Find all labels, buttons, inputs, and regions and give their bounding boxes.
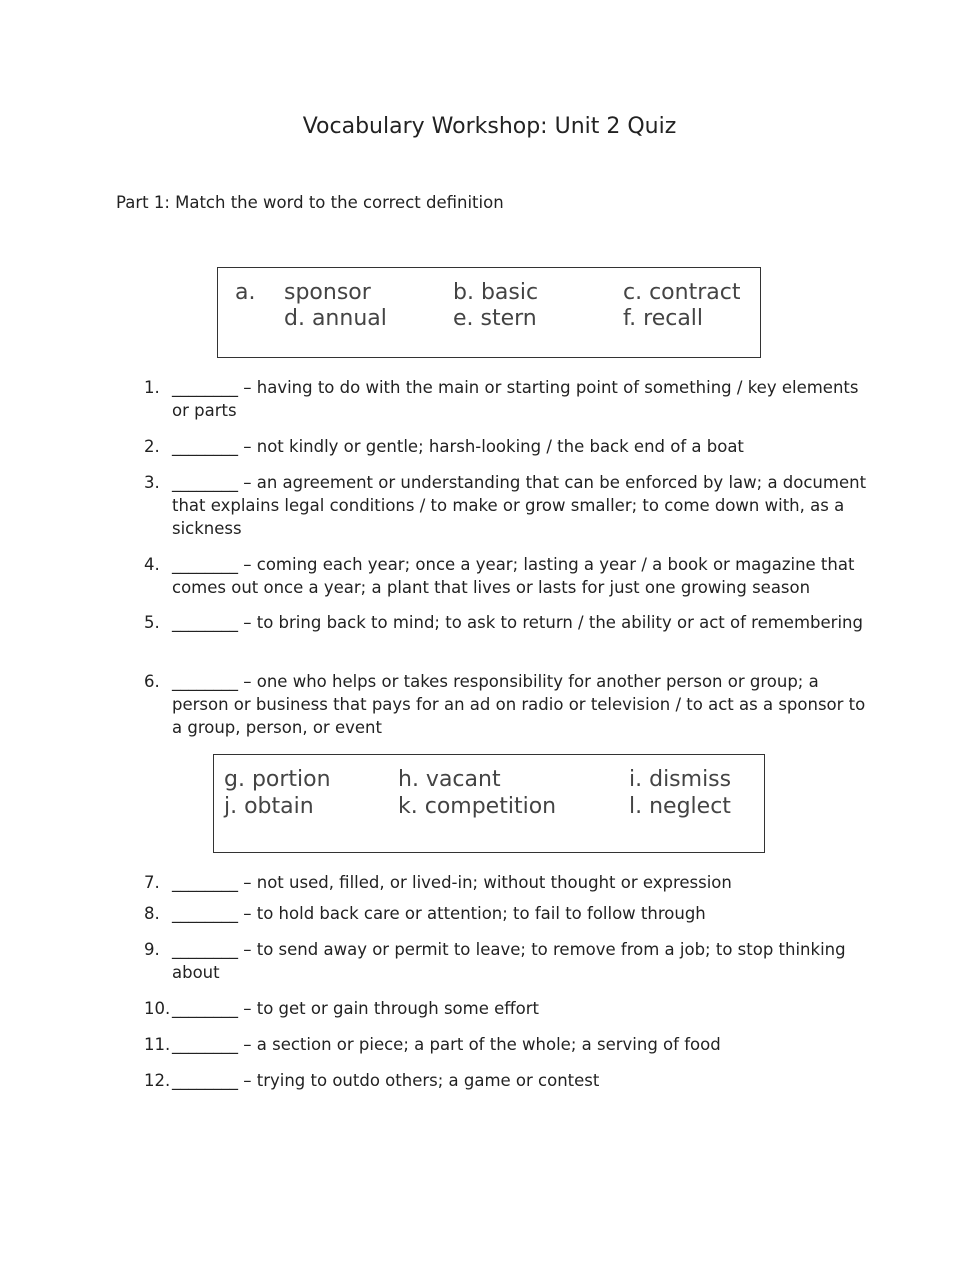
question-number: 3. [144, 473, 160, 492]
answer-blank: ________ [172, 999, 238, 1018]
part-1-heading: Part 1: Match the word to the correct definition [116, 193, 504, 212]
question-number: 11. [144, 1035, 171, 1054]
answer-blank: ________ [172, 672, 238, 691]
definition-text: – an agreement or understanding that can be enforced by law; a document that explains legal conditions / to make or grow smaller; to come down with, as a sickness [172, 473, 867, 538]
word-bank-item: l. neglect [629, 794, 731, 819]
definition-text: – to bring back to mind; to ask to return / the ability or act of remembering [243, 613, 863, 632]
word-bank-1 [217, 267, 761, 358]
word-bank-2 [213, 754, 765, 853]
definition-text: – not used, filled, or lived-in; without thought or expression [243, 873, 732, 892]
answer-blank: ________ [172, 378, 238, 397]
question-item [144, 1069, 874, 1092]
question-item [144, 871, 874, 894]
answer-blank: ________ [172, 437, 238, 456]
word-bank-item: h. vacant [398, 767, 501, 792]
word-bank-item: b. basic [453, 280, 539, 305]
answer-blank: ________ [172, 873, 238, 892]
question-number: 4. [144, 555, 160, 574]
question-number: 7. [144, 873, 160, 892]
answer-blank: ________ [172, 555, 238, 574]
definition-text: – a section or piece; a part of the whole; a serving of food [243, 1035, 721, 1054]
definition-text: – to send away or permit to leave; to remove from a job; to stop thinking about [172, 940, 846, 982]
word-bank-item: f. recall [623, 306, 704, 331]
question-number: 8. [144, 904, 160, 923]
question-item [144, 435, 874, 458]
question-item [144, 997, 874, 1020]
question-number: 6. [144, 672, 160, 691]
question-number: 5. [144, 613, 160, 632]
answer-blank: ________ [172, 904, 238, 923]
question-number: 12. [144, 1071, 171, 1090]
definition-text: – coming each year; once a year; lasting a year / a book or magazine that comes out once a year; a plant that lives or lasts for just one growing season [172, 555, 855, 597]
definition-text: – one who helps or takes responsibility for another person or group; a person or business that pays for an ad on radio or television / to act as a sponsor to a group, person, or event [172, 672, 866, 737]
question-item [144, 938, 874, 984]
question-item [144, 376, 874, 422]
question-item [144, 471, 874, 540]
definition-text: – trying to outdo others; a game or contest [243, 1071, 600, 1090]
word-bank-marker: a. [235, 280, 256, 305]
question-number: 1. [144, 378, 160, 397]
definition-text: – having to do with the main or starting point of something / key elements or parts [172, 378, 859, 420]
word-bank-item: e. stern [453, 306, 537, 331]
word-bank-item: i. dismiss [629, 767, 732, 792]
answer-blank: ________ [172, 613, 238, 632]
word-bank-item: d. annual [284, 306, 387, 331]
question-item [144, 1033, 874, 1056]
definition-text: – to get or gain through some effort [243, 999, 539, 1018]
question-item [144, 902, 874, 925]
definition-text: – to hold back care or attention; to fail to follow through [243, 904, 706, 923]
question-item [144, 611, 874, 634]
question-number: 9. [144, 940, 160, 959]
question-item [144, 670, 874, 739]
answer-blank: ________ [172, 1071, 238, 1090]
answer-blank: ________ [172, 1035, 238, 1054]
word-bank-item: j. obtain [224, 794, 314, 819]
word-bank-item: g. portion [224, 767, 331, 792]
page-title: Vocabulary Workshop: Unit 2 Quiz [302, 114, 677, 139]
question-number: 10. [144, 999, 171, 1018]
answer-blank: ________ [172, 940, 238, 959]
question-number: 2. [144, 437, 160, 456]
question-item [144, 553, 874, 599]
word-bank-item: sponsor [284, 280, 371, 305]
word-bank-item: c. contract [623, 280, 741, 305]
definition-text: – not kindly or gentle; harsh-looking / the back end of a boat [243, 437, 744, 456]
answer-blank: ________ [172, 473, 238, 492]
word-bank-item: k. competition [398, 794, 557, 819]
